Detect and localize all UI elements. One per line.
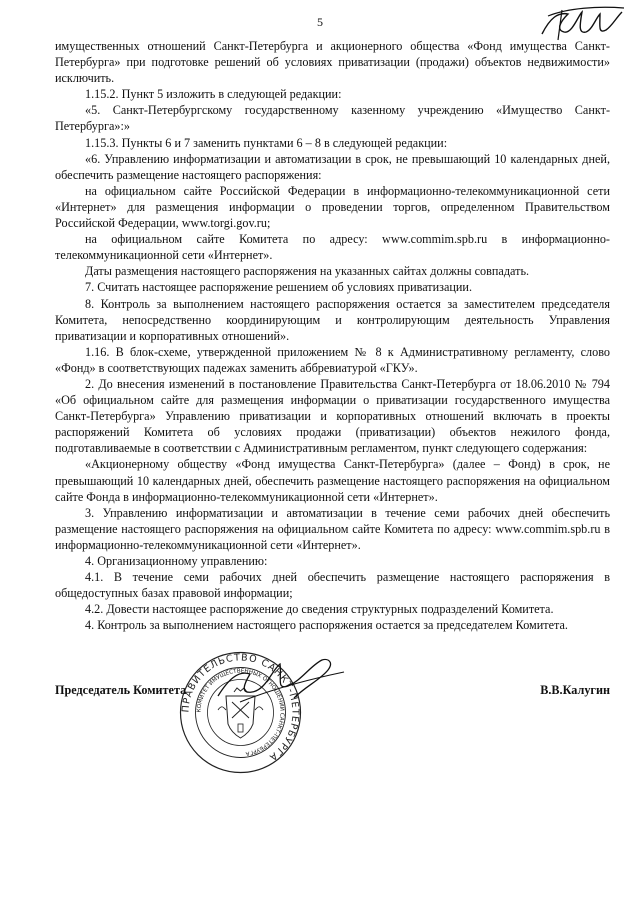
paragraph: на официальном сайте Российской Федерации в информационно-телекоммуникационной сети «Интернет» для размещения информации о проведении торгов, определенном Правительством Российской Федерации, www.torgi.gov.ru; bbox=[55, 183, 610, 231]
paragraph: «Акционерному обществу «Фонд имущества Санкт-Петербурга» (далее – Фонд) в срок, не превышающий 10 календарных дней, обеспечить размещение настоящего распоряжения на официальном сайте Фонда в информационно-телекоммуникационной сети «Интернет». bbox=[55, 457, 610, 504]
paragraph: 1.15.3. Пункты 6 и 7 заменить пунктами 6 – 8 в следующей редакции: bbox=[85, 135, 448, 150]
paragraph: 1.16. В блок-схеме, утвержденной приложением № 8 к Административному регламенту, слово «Фонд» в соответствующих падежах заменить аббревиатурой «ГКУ». bbox=[55, 344, 610, 375]
paragraph: 2. До внесения изменений в постановление Правительства Санкт-Петербурга от 18.06.2010 № 794 «Об официальном сайте для размещения информации о приватизации государственного имущества Санкт-Петербурга» Управлению приватизации и корпоративных отношений включать в проекты распоряжений Комитета об условиях продажи (приватизации) объектов нежилого фонда, подготавливаемые в соответствии с Административным регламентом, пункт следующего содержания: bbox=[55, 376, 610, 456]
paragraph: 4.2. Довести настоящее распоряжение до сведения структурных подразделений Комитета. bbox=[85, 602, 554, 617]
signatory-name: В.В.Калугин bbox=[540, 683, 610, 697]
paragraph: 4. Организационному управлению: bbox=[85, 554, 268, 568]
handwritten-signature bbox=[210, 650, 350, 710]
paragraph: «5. Санкт-Петербургскому государственному казенному учреждению «Имущество Санкт-Петербурга»:» bbox=[55, 103, 610, 134]
svg-text:КОМИТЕТ ИМУЩЕСТВЕННЫХ ОТНОШЕНИ: КОМИТЕТ ИМУЩЕСТВЕННЫХ ОТНОШЕНИЙ САНКТ-ПЕТЕРБУРГА bbox=[196, 668, 285, 757]
body-text bbox=[55, 38, 610, 633]
paragraph: имущественных отношений Санкт-Петербурга и акционерного общества «Фонд имущества Санкт-Петербурга» при подготовке решений об условиях приватизации (продажи) объектов недвижимости» исключить. bbox=[55, 39, 610, 86]
paragraph: «6. Управлению информатизации и автоматизации в срок, не превышающий 10 календарных дней, обеспечить размещение настоящего распоряжения: bbox=[55, 151, 610, 182]
page-number: 5 bbox=[317, 15, 323, 29]
paragraph: Даты размещения настоящего распоряжения на указанных сайтах должны совпадать. bbox=[85, 264, 530, 279]
paragraph: 3. Управлению информатизации и автоматизации в течение семи рабочих дней обеспечить размещение настоящего распоряжения на официальном сайте Комитета по адресу: www.commim.spb.ru в информационно-телекоммуникационной сети «Интернет». bbox=[55, 505, 610, 552]
paragraph: 8. Контроль за выполнением настоящего распоряжения остается за заместителем председателя Комитета, непосредственно координирующим и контролирующим деятельность Управления приватизации и корпоративных отношений». bbox=[55, 296, 610, 343]
signatory-title: Председатель Комитета bbox=[55, 683, 187, 697]
svg-text:ПРАВИТЕЛЬСТВО САНКТ-ПЕТЕРБУРГА: ПРАВИТЕЛЬСТВО САНКТ-ПЕТЕРБУРГА bbox=[180, 652, 301, 764]
paragraph: 4.1. В течение семи рабочих дней обеспечить размещение настоящего распоряжения в общедоступных базах правовой информации; bbox=[55, 570, 610, 601]
paragraph: 1.15.2. Пункт 5 изложить в следующей редакции: bbox=[85, 87, 342, 102]
paragraph: на официальном сайте Комитета по адресу: www.commim.spb.ru в информационно-телекоммуникационной сети «Интернет». bbox=[55, 232, 610, 263]
paragraph: 7. Считать настоящее распоряжение решением об условиях приватизации. bbox=[85, 280, 472, 295]
paragraph: 4. Контроль за выполнением настоящего распоряжения остается за председателем Комитета. bbox=[85, 618, 568, 633]
